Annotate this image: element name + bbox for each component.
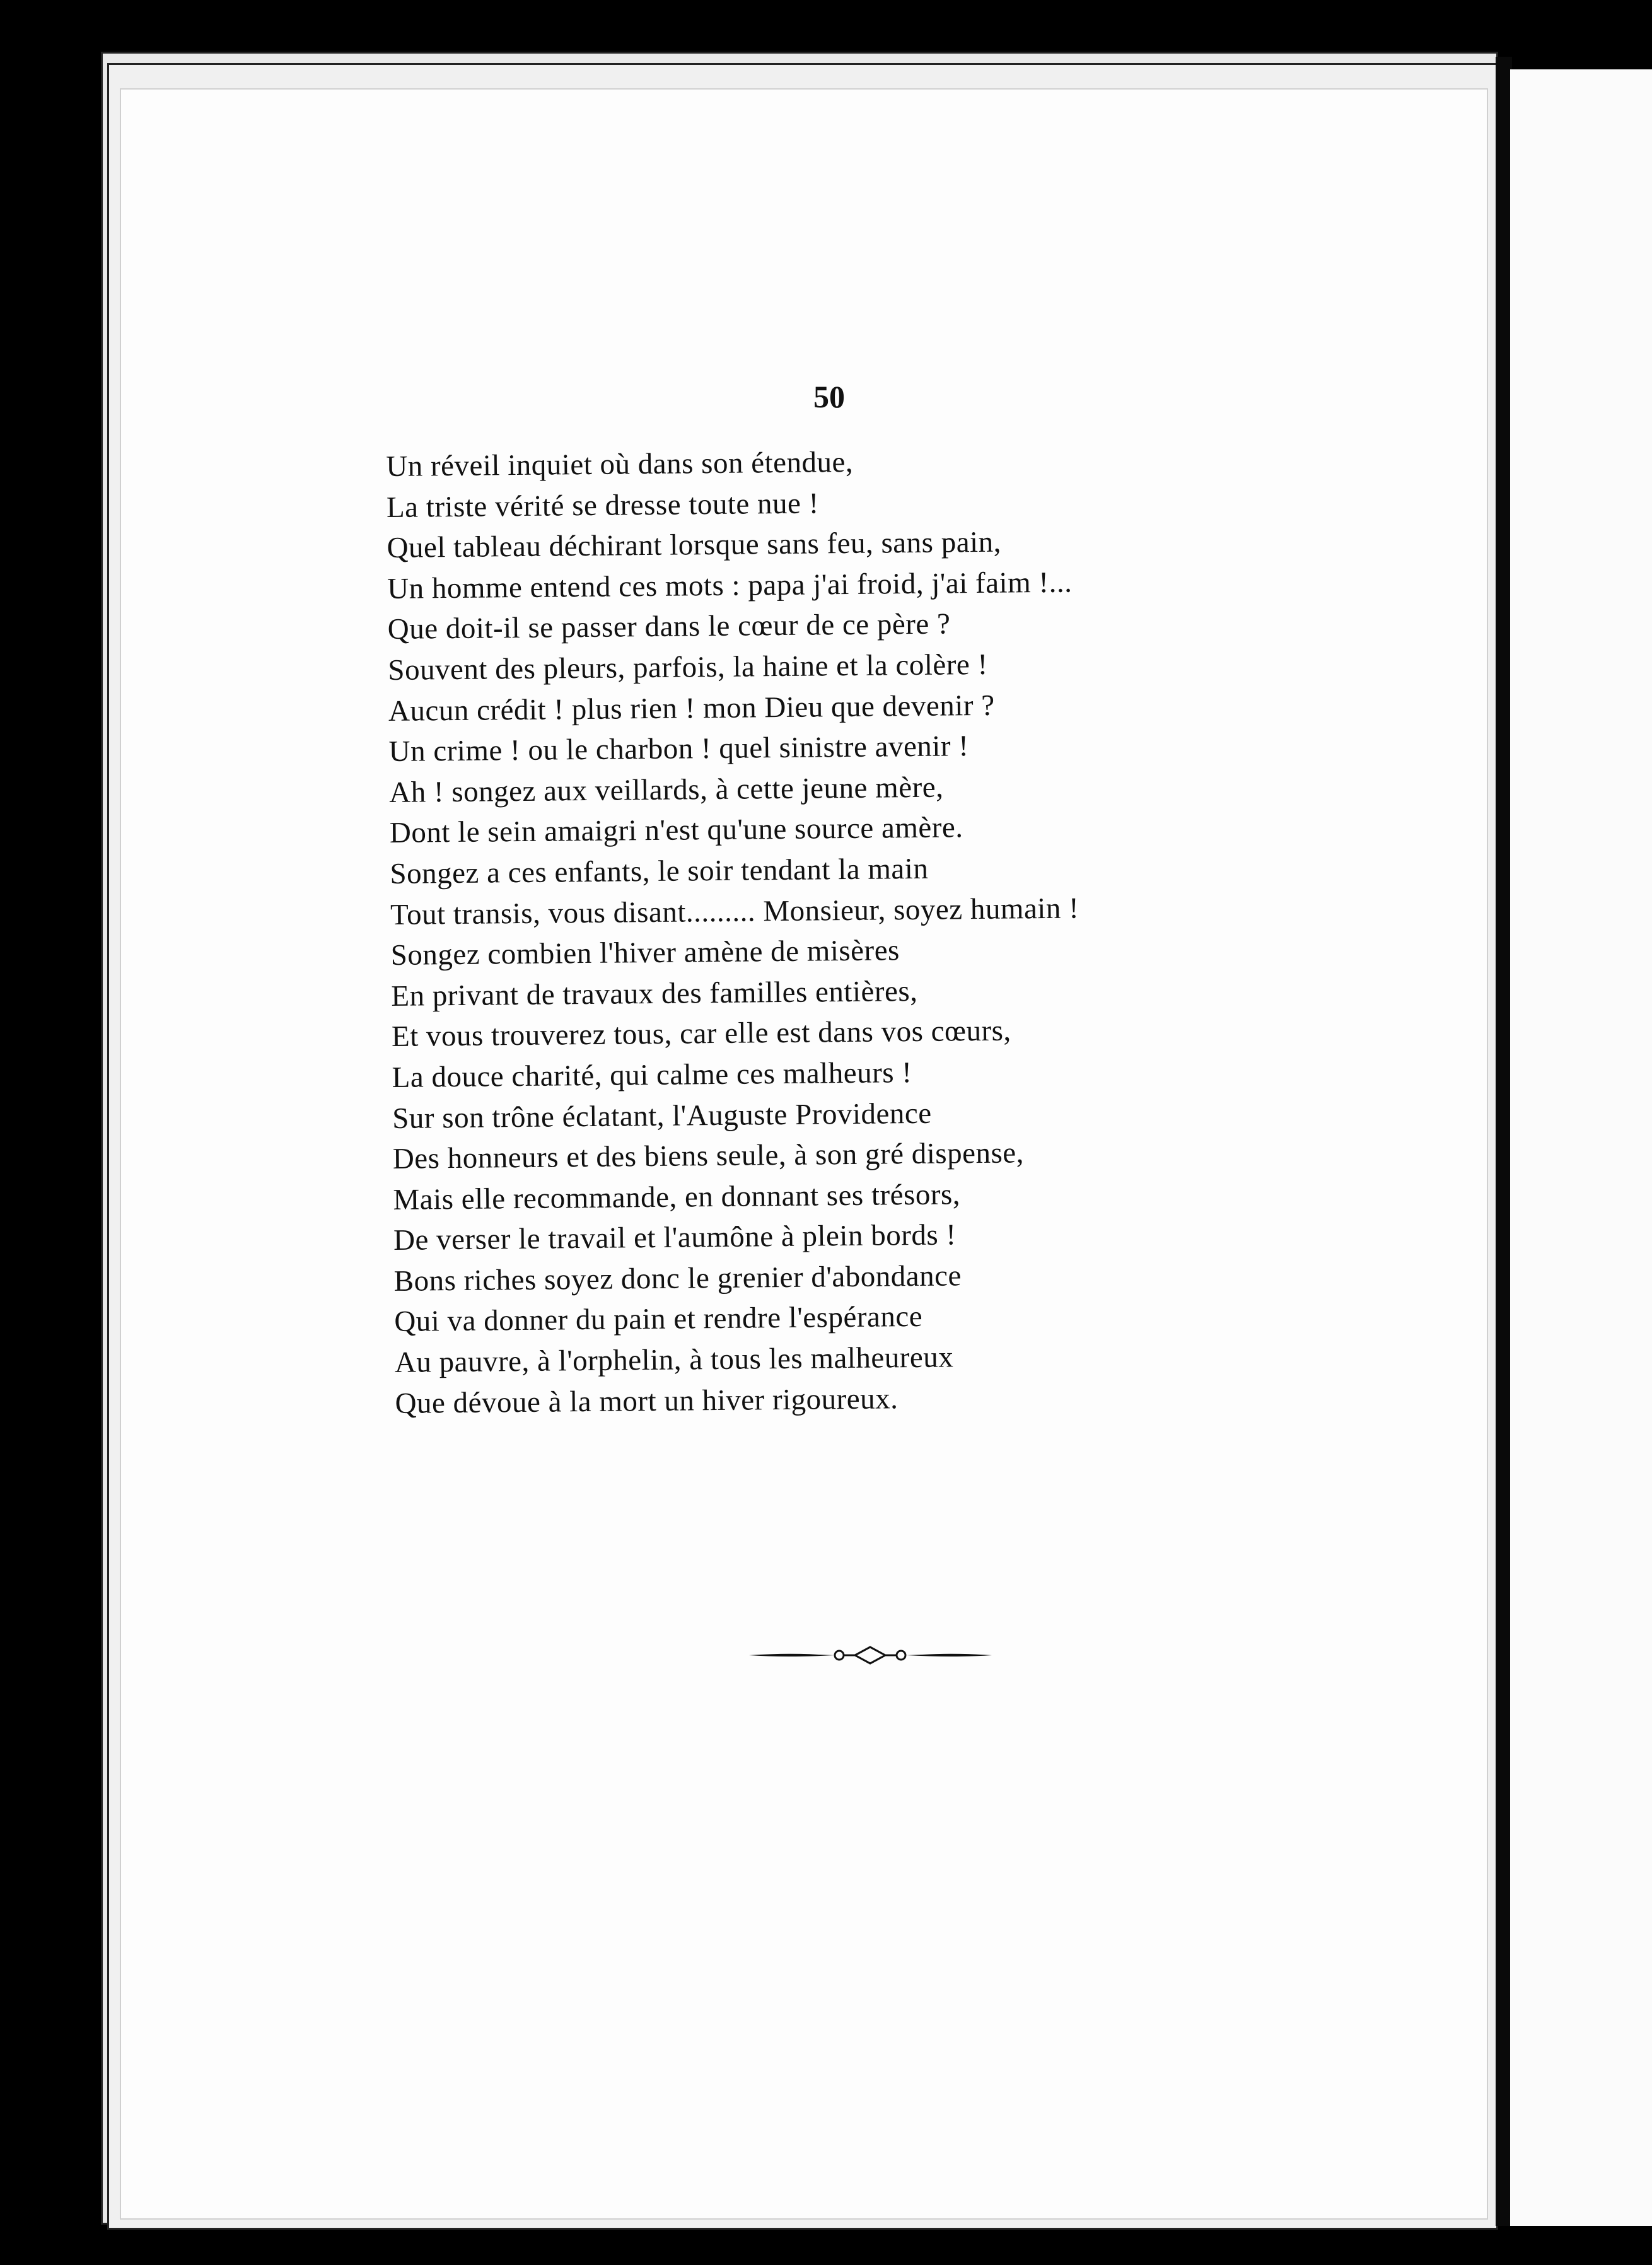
poem-line: De verser le travail et l'aumône à plein bords ! bbox=[393, 1218, 957, 1257]
poem-line: La douce charité, qui calme ces malheurs ! bbox=[392, 1056, 912, 1094]
poem-line: Que doit-il se passer dans le cœur de ce père ? bbox=[387, 607, 951, 646]
poem-line: Sur son trône éclatant, l'Auguste Providence bbox=[392, 1097, 932, 1135]
poem-line: Songez combien l'hiver amène de misères bbox=[390, 934, 900, 972]
poem-line: Songez a ces enfants, le soir tendant la main bbox=[390, 852, 929, 890]
poem-line: Souvent des pleurs, parfois, la haine et la colère ! bbox=[388, 648, 988, 687]
poem-line: Bons riches soyez donc le grenier d'abondance bbox=[393, 1259, 962, 1298]
poem-line: Qui va donner du pain et rendre l'espérance bbox=[394, 1300, 923, 1339]
poem-line: Des honneurs et des biens seule, à son gré dispense, bbox=[392, 1136, 1025, 1176]
adjacent-page bbox=[1510, 69, 1652, 2226]
poem-line: En privant de travaux des familles entières, bbox=[391, 974, 918, 1013]
poem-line: La triste vérité se dresse toute nue ! bbox=[386, 487, 820, 524]
poem-line: Mais elle recommande, en donnant ses trésors, bbox=[393, 1177, 961, 1216]
poem-line: Aucun crédit ! plus rien ! mon Dieu que devenir ? bbox=[388, 689, 995, 728]
fleuron-ornament-icon bbox=[749, 1639, 992, 1671]
poem-line: Au pauvre, à l'orphelin, à tous les malheureux bbox=[394, 1341, 954, 1379]
poem-line: Dont le sein amaigri n'est qu'une source amère. bbox=[389, 811, 963, 850]
poem-line: Un réveil inquiet où dans son étendue, bbox=[386, 445, 854, 483]
poem-line: Tout transis, vous disant......... Monsieur, soyez humain ! bbox=[390, 892, 1079, 931]
poem-line: Un homme entend ces mots : papa j'ai froid, j'ai faim !... bbox=[387, 566, 1073, 605]
poem-line: Et vous trouverez tous, car elle est dans vos cœurs, bbox=[391, 1014, 1011, 1054]
poem-text bbox=[386, 438, 1341, 1424]
page-number: 50 bbox=[813, 379, 845, 414]
poem-line: Ah ! songez aux veillards, à cette jeune mère, bbox=[389, 771, 944, 809]
poem-line: Que dévoue à la mort un hiver rigoureux. bbox=[395, 1382, 899, 1420]
poem-line: Quel tableau déchirant lorsque sans feu, sans pain, bbox=[387, 525, 1002, 565]
poem-line: Un crime ! ou le charbon ! quel sinistre avenir ! bbox=[388, 730, 969, 769]
